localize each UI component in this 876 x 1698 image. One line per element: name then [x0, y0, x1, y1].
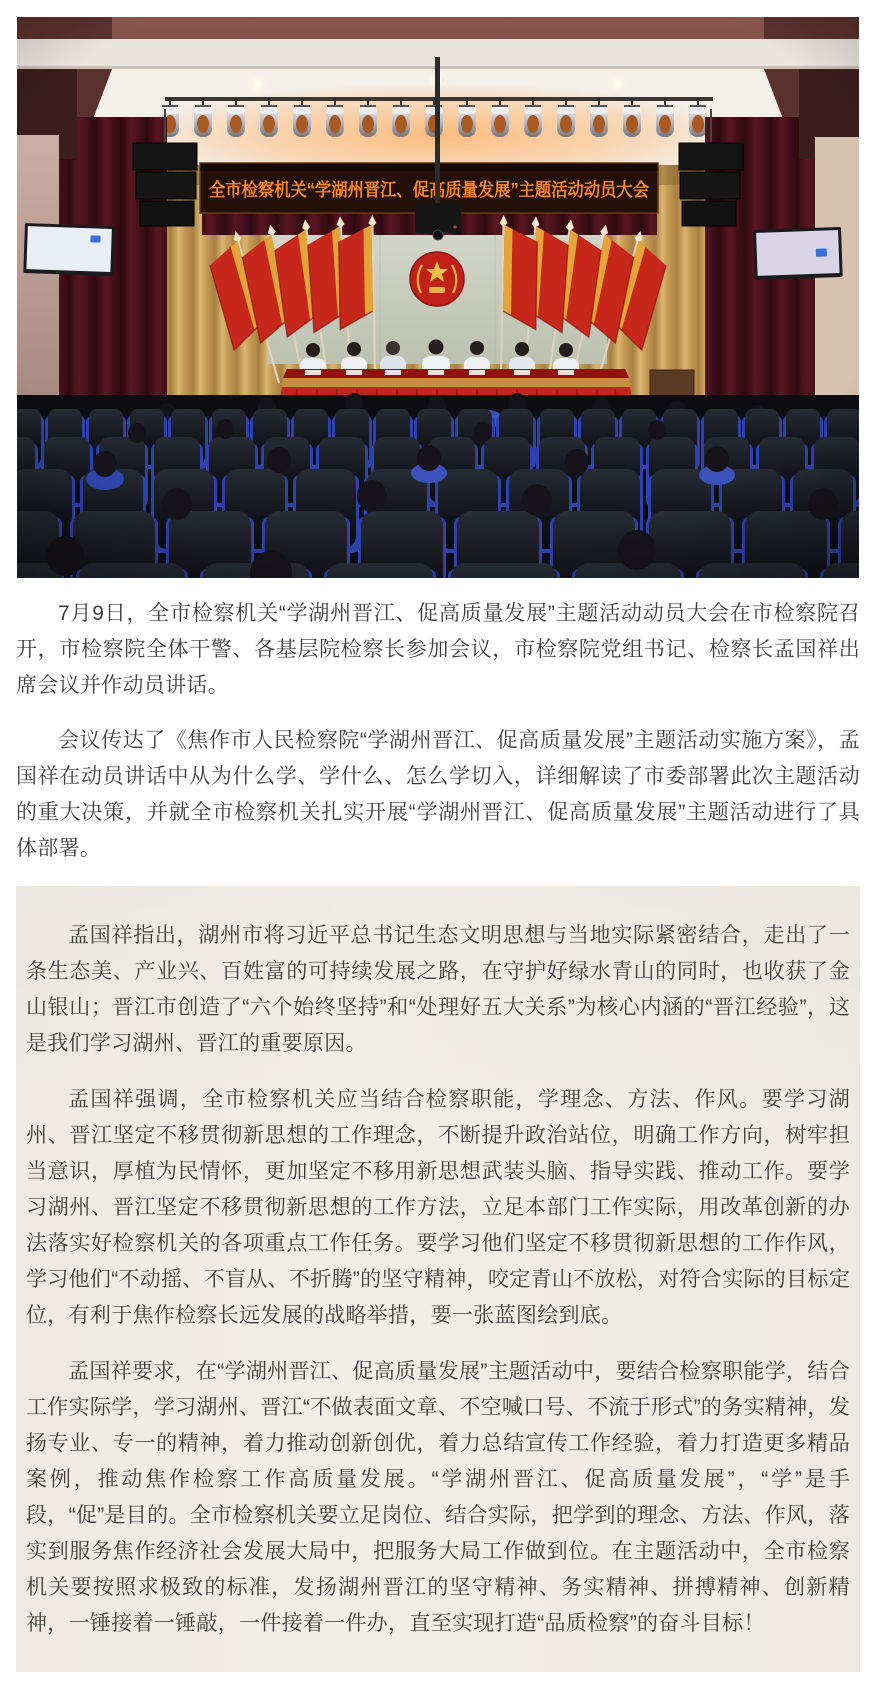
highlight-paragraph: 孟国祥强调，全市检察机关应当结合检察职能，学理念、方法、作风。要学习湖州、晋江坚定不移贯彻新思想的工作理念，不断提升政治站位，明确工作方向，树牢担当意识，厚植为民情怀，更加坚定不移用新思想武装头脑、指导实践、推动工作。要学习湖州、晋江坚定不移贯彻新思想的工作方法，立足本部门工作实际，用改革创新的办法落实好检察机关的各项重点工作任务。要学习他们坚定不移贯彻新思想的工作作风，学习他们“不动摇、不盲从、不折腾”的坚守精神，咬定青山不放松，对符合实际的目标定位，有利于焦作检察长远发展的战略举措，要一张蓝图绘到底。 [26, 1088, 850, 1327]
highlight-section [16, 886, 860, 1672]
highlight-paragraph: 孟国祥指出，湖州市将习近平总书记生态文明思想与当地实际紧密结合，走出了一条生态美、产业兴、百姓富的可持续发展之路，在守护好绿水青山的同时，也收获了金山银山；晋江市创造了“六个始终坚持”和“处理好五大关系”为核心内涵的“晋江经验”，这是我们学习湖州、晋江的重要原因。 [26, 924, 850, 1055]
article-page [0, 17, 876, 1672]
paragraph: 会议传达了《焦作市人民检察院“学湖州晋江、促高质量发展”主题活动实施方案》，孟国祥在动员讲话中从为什么学、学什么、怎么学切入，详细解读了市委部署此次主题活动的重大决策，并就全市检察机关扎实开展“学湖州晋江、促高质量发展”主题活动进行了具体部署。 [16, 729, 860, 860]
meeting-hall-photo [17, 17, 859, 578]
paragraph: 7月9日，全市检察机关“学湖州晋江、促高质量发展”主题活动动员大会在市检察院召开，市检察院全体干警、各基层院检察长参加会议，市检察院党组书记、检察长孟国祥出席会议并作动员讲话。 [16, 602, 860, 697]
photo-vignette [17, 17, 859, 578]
highlight-paragraph: 孟国祥要求，在“学湖州晋江、促高质量发展”主题活动中，要结合检察职能学，结合工作实际学，学习湖州、晋江“不做表面文章、不空喊口号、不流于形式”的务实精神，发扬专业、专一的精神，着力推动创新创优，着力总结宣传工作经验，着力打造更多精品案例，推动焦作检察工作高质量发展。“学湖州晋江、促高质量发展”，“学”是手段，“促”是目的。全市检察机关要立足岗位、结合实际，把学到的理念、方法、作风，落实到服务焦作经济社会发展大局中，把服务大局工作做到位。在主题活动中，全市检察机关要按照求极致的标准，发扬湖州晋江的坚守精神、务实精神、拼搏精神、创新精神，一锤接着一锤敲，一件接着一件办，直至实现打造“品质检察”的奋斗目标！ [26, 1360, 850, 1635]
article-body [16, 596, 860, 867]
